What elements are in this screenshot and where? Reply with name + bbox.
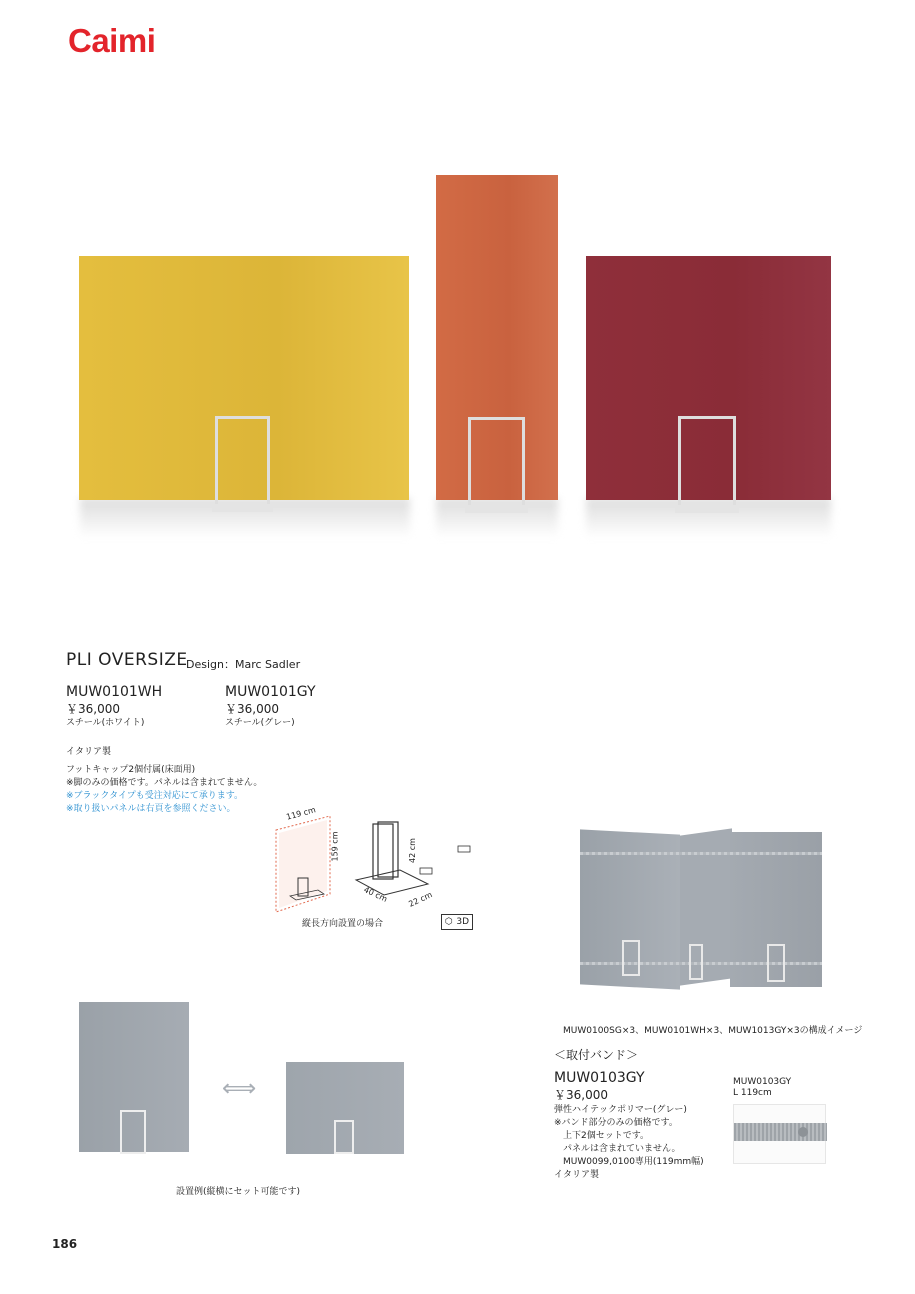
variant-material: スチール(ホワイト) <box>66 718 145 728</box>
cube-icon: ⬡ <box>445 917 453 927</box>
badge-label: 3D <box>456 917 469 927</box>
band-heading: ＜取付バンド＞ <box>554 1048 639 1062</box>
swap-arrow-icon: ⟺ <box>222 1074 257 1102</box>
notes <box>66 764 262 816</box>
note-line: フットキャップ2個付属(床面用) <box>66 765 196 775</box>
desc-line: 上下2個セットです。 <box>554 1131 650 1141</box>
variant-price: ￥36,000 <box>66 702 120 716</box>
3d-badge[interactable] <box>441 914 473 930</box>
swatch-length: L 119cm <box>733 1088 772 1098</box>
variant-price: ￥36,000 <box>225 702 279 716</box>
band-code: MUW0103GY <box>554 1070 645 1086</box>
note-line-blue: ※取り扱いパネルは右頁を参照ください。 <box>66 804 236 814</box>
desc-line: MUW0099,0100専用(119mm幅) <box>554 1157 704 1167</box>
page-number: 186 <box>52 1237 78 1251</box>
caimi-logo: Caimi <box>68 22 156 59</box>
variant-code: MUW0101GY <box>225 684 316 700</box>
diagram-caption: 縦長方向設置の場合 <box>302 919 384 929</box>
desc-line: イタリア製 <box>554 1170 600 1180</box>
product-title: PLI OVERSIZE <box>66 650 188 670</box>
stand-orange <box>468 417 525 509</box>
note-line-blue: ※ブラックタイプも受注対応にて承ります。 <box>66 791 244 801</box>
band-swatch <box>733 1104 826 1164</box>
dim-stand-width: 40 cm <box>362 885 389 904</box>
stand-red <box>678 416 736 509</box>
dim-width: 119 cm <box>285 805 317 822</box>
setup-caption: 設置例(縦横にセット可能です) <box>176 1187 301 1197</box>
variant-material: スチール(グレー) <box>225 718 295 728</box>
desc-line: ※バンド部分のみの価格です。 <box>554 1118 678 1128</box>
variant-code: MUW0101WH <box>66 684 163 700</box>
note-line: ※脚のみの価格です。パネルは含まれてません。 <box>66 778 263 788</box>
band-price: ￥36,000 <box>554 1088 608 1102</box>
swatch-label <box>733 1076 791 1100</box>
stand-yellow <box>215 416 270 508</box>
desc-line: パネルは含まれていません。 <box>554 1144 681 1154</box>
dim-height: 159 cm <box>330 831 340 862</box>
origin-text: イタリア製 <box>66 747 112 757</box>
desc-line: 弾性ハイテックポリマー(グレー) <box>554 1105 687 1115</box>
config-caption: MUW0100SG×3、MUW0101WH×3、MUW1013GY×3の構成イメージ <box>563 1026 863 1036</box>
dim-stand-height: 42 cm <box>407 838 417 863</box>
product-designer: Design：Marc Sadler <box>186 658 301 671</box>
swatch-code: MUW0103GY <box>733 1077 792 1087</box>
band-description <box>554 1104 704 1182</box>
dim-stand-depth: 22 cm <box>407 890 434 909</box>
